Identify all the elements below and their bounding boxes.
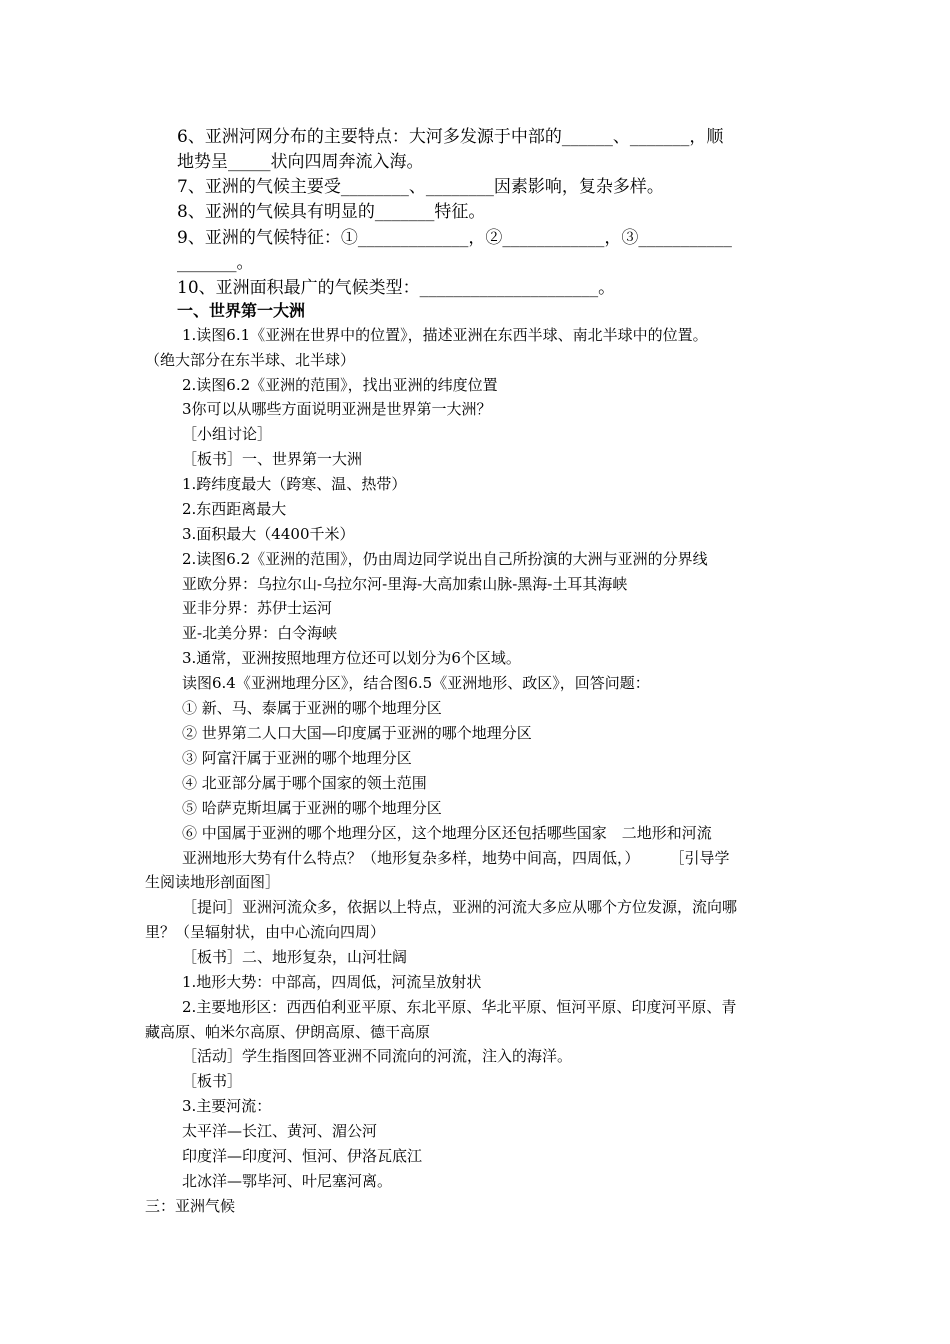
body-line: 3.面积最大（4400千米） [182, 525, 355, 543]
question-6-line2: 地势呈_____状向四周奔流入海。 [177, 152, 424, 172]
question-9-line1: 9、亚洲的气候特征：①_____________，②____________，③___________ [177, 228, 732, 248]
body-line: 1.地形大势：中部高，四周低，河流呈放射状 [182, 973, 482, 991]
body-line: 1.读图6.1《亚洲在世界中的位置》，描述亚洲在东西半球、南北半球中的位置。 [182, 326, 708, 344]
question-8: 8、亚洲的气候具有明显的_______特征。 [177, 202, 486, 222]
body-line: 太平洋—长江、黄河、湄公河 [182, 1122, 378, 1140]
body-line: ［小组讨论］ [182, 425, 273, 443]
body-line: 2.读图6.2《亚洲的范围》，找出亚洲的纬度位置 [182, 376, 498, 394]
body-line: ③ 阿富汗属于亚洲的哪个地理分区 [182, 749, 412, 767]
body-line: 读图6.4《亚洲地理分区》，结合图6.5《亚洲地形、政区》，回答问题： [182, 674, 650, 692]
body-line: （绝大部分在东半球、北半球） [145, 351, 356, 369]
body-line: 2.读图6.2《亚洲的范围》，仍由周边同学说出自己所扮演的大洲与亚洲的分界线 [182, 550, 708, 568]
body-line: 1.跨纬度最大（跨寒、温、热带） [182, 475, 407, 493]
body-line: 亚洲地形大势有什么特点？（地形复杂多样，地势中间高，四周低，） ［引导学 [182, 849, 730, 867]
body-line: ［板书］ [182, 1072, 243, 1090]
body-line: 北冰洋—鄂毕河、叶尼塞河离。 [182, 1172, 393, 1190]
body-line: ［提问］亚洲河流众多，依据以上特点，亚洲的河流大多应从哪个方位发源，流向哪 [182, 898, 738, 916]
body-line: ① 新、马、泰属于亚洲的哪个地理分区 [182, 699, 442, 717]
body-line: 2.主要地形区：西西伯利亚平原、东北平原、华北平原、恒河平原、印度河平原、青 [182, 998, 737, 1016]
section-heading-3: 三：亚洲气候 [145, 1197, 236, 1215]
body-line: 2.东西距离最大 [182, 500, 287, 518]
body-line: ［板书］一、世界第一大洲 [182, 450, 363, 468]
body-line: 3你可以从哪些方面说明亚洲是世界第一大洲？ [182, 400, 492, 418]
body-line: 亚非分界：苏伊士运河 [182, 599, 333, 617]
body-line: ② 世界第二人口大国—印度属于亚洲的哪个地理分区 [182, 724, 532, 742]
question-6-line1: 6、亚洲河网分布的主要特点：大河多发源于中部的______、_______，顺 [177, 127, 724, 147]
body-line: ［活动］学生指图回答亚洲不同流向的河流，注入的海洋。 [182, 1047, 573, 1065]
body-line: 藏高原、帕米尔高原、伊朗高原、德干高原 [145, 1023, 431, 1041]
body-line: 3.主要河流： [182, 1097, 272, 1115]
body-line: ⑥ 中国属于亚洲的哪个地理分区，这个地理分区还包括哪些国家 二地形和河流 [182, 824, 712, 842]
body-line: ④ 北亚部分属于哪个国家的领土范围 [182, 774, 427, 792]
body-line: 印度洋—印度河、恒河、伊洛瓦底江 [182, 1147, 423, 1165]
body-line: ［板书］二、地形复杂，山河壮阔 [182, 948, 408, 966]
body-line: 3.通常，亚洲按照地理方位还可以划分为6个区域。 [182, 649, 521, 667]
body-line: 亚-北美分界：白令海峡 [182, 624, 338, 642]
question-9-line2: _______。 [177, 253, 254, 273]
section-heading-1: 一、世界第一大洲 [177, 301, 306, 320]
question-7: 7、亚洲的气候主要受________、________因素影响，复杂多样。 [177, 177, 664, 197]
body-line: 里？（呈辐射状，由中心流向四周） [145, 923, 386, 941]
body-line: 亚欧分界：乌拉尔山-乌拉尔河-里海-大高加索山脉-黑海-土耳其海峡 [182, 575, 628, 593]
body-line: ⑤ 哈萨克斯坦属于亚洲的哪个地理分区 [182, 799, 442, 817]
question-10: 10、亚洲面积最广的气候类型：_____________________。 [177, 278, 616, 298]
body-line: 生阅读地形剖面图］ [145, 873, 281, 891]
